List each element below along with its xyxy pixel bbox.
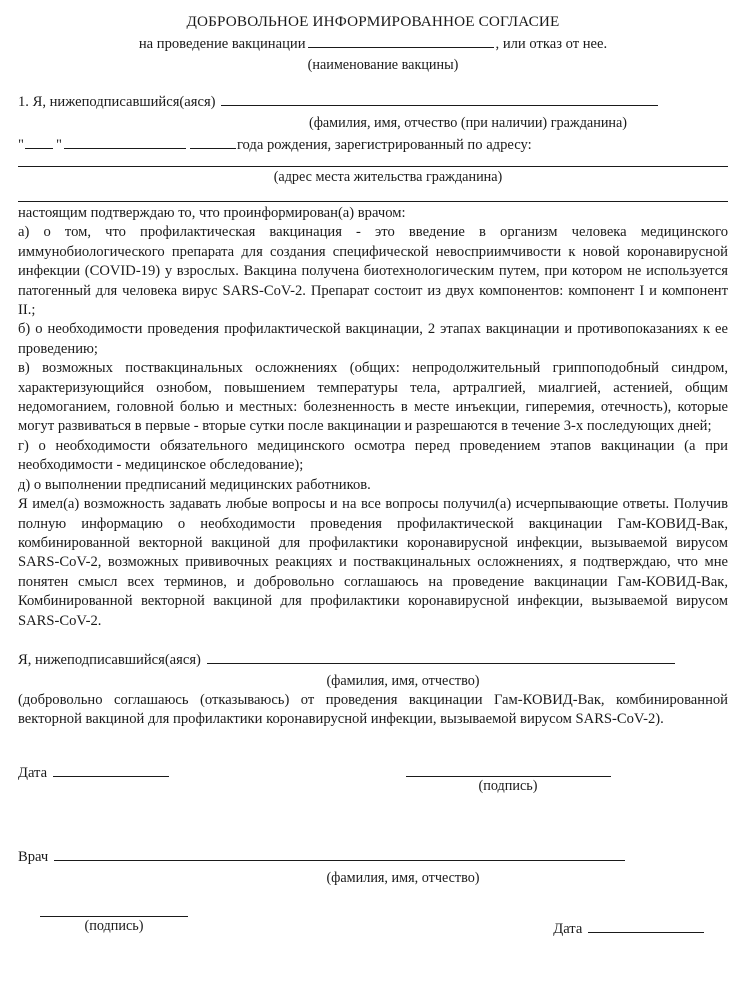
vaccine-name-blank[interactable] xyxy=(308,35,494,48)
vaccine-name-caption: (наименование вакцины) xyxy=(307,57,459,73)
patient-date-blank[interactable] xyxy=(53,763,169,776)
doctor-date-label: Дата xyxy=(553,920,583,937)
point-b: б) о необходимости проведения профилактической вакцинации, 2 этапах вакцинации и противопоказаниях к ее проведению; xyxy=(18,321,728,357)
doctor-date-blank[interactable] xyxy=(588,919,704,932)
consent-fio-blank[interactable] xyxy=(207,651,675,664)
informed-intro: настоящим подтверждаю то, что проинформирован(а) врачом: xyxy=(18,205,406,221)
doctor-signature-date-row xyxy=(18,916,728,940)
undersigned-label: 1. Я, нижеподписавшийся(аяся) xyxy=(18,94,216,110)
consent-declaration: (добровольно соглашаюсь (отказываюсь) от проведения вакцинации Гам-КОВИД-Вак, комбинированной векторной вакциной для профилактики коронавирусной инфекции, вызываемой вирусом SARS-CoV-2). xyxy=(18,691,728,728)
consent-statement: Я имел(а) возможность задавать любые вопросы и на все вопросы получил(а) исчерпывающие ответы. Получив полную информацию о необходимости проведения профилактической вакцинации Гам-КОВИД-Вак, комбинированной векторной вакциной для профилактики коронавирусной инфекции, вызываемой вирусом SARS-CoV-2, возможных прививочных реакциях и поствакцинальных осложнениях, я подтверждаю, что мне понятен смысл всех терминов, и добровольно соглашаюсь на проведение вакцинации Гам-КОВИД-Вак, Комбинированной векторной вакциной для профилактики коронавирусной инфекции, вызываемой вирусом SARS-CoV-2. xyxy=(18,496,728,629)
patient-date-label: Дата xyxy=(18,764,48,781)
patient-date-group xyxy=(18,762,318,784)
doctor-line xyxy=(18,846,728,868)
birth-line-tail: года рождения, зарегистрированный по адресу: xyxy=(236,137,532,153)
address-blank-line-2[interactable] xyxy=(18,201,728,202)
doctor-fio-blank[interactable] xyxy=(54,847,625,860)
patient-signature-caption: (подпись) xyxy=(478,777,538,794)
birth-day-blank[interactable] xyxy=(25,136,53,149)
consent-fio-caption: (фамилия, имя, отчество) xyxy=(326,672,480,689)
patient-date-signature-row xyxy=(18,762,728,796)
quote-close: " xyxy=(55,137,62,153)
undersigned-line xyxy=(18,91,728,113)
consent-undersigned-line xyxy=(18,649,728,671)
birth-month-blank[interactable] xyxy=(64,136,186,149)
doctor-label: Врач xyxy=(18,848,49,865)
birth-date-line xyxy=(18,134,728,156)
citizen-fio-blank[interactable] xyxy=(221,93,658,106)
birth-year-blank[interactable] xyxy=(190,136,236,149)
patient-signature-group xyxy=(318,776,728,796)
point-d: д) о выполнении предписаний медицинских работников. xyxy=(18,476,371,493)
point-v: в) возможных поствакцинальных осложнениях (общих: непродолжительный гриппоподобный синдром, характеризующийся ознобом, повышением температуры тела, артралгией, миалгией, астенией, общим недомоганием, головной болью и местных: болезненность в месте инъекции, гиперемия, отечность), которые могут развиваться в первые - вторые сутки после вакцинации и разрешаются в течение 3-х последующих дней; xyxy=(18,360,728,435)
subtitle-text-after: , или отказ от нее. xyxy=(495,36,608,52)
vaccination-subtitle-row xyxy=(18,34,728,55)
doctor-signature-caption: (подпись) xyxy=(84,917,144,934)
consent-undersigned-label: Я, нижеподписавшийся(аяся) xyxy=(18,651,201,668)
point-g: г) о необходимости обязательного медицинского осмотра перед проведением этапов вакцинации (а при необходимости - медицинское обследование); xyxy=(18,437,728,474)
doctor-fio-caption: (фамилия, имя, отчество) xyxy=(326,869,480,886)
point-a: а) о том, что профилактическая вакцинация - это введение в организм человека медицинского иммунобиологического препарата для создания специфической невосприимчивости к новой коронавирусной инфекции (COVID-19) у взрослых. Вакцина получена биотехнологическим путем, при котором не используется патогенный для человека вирус SARS-CoV-2. Препарат состоит из двух компонентов: компонент I и компонент II.; xyxy=(18,224,728,319)
doctor-date-group xyxy=(553,916,728,940)
doctor-signature-group xyxy=(18,916,188,936)
address-caption: (адрес места жительства гражданина) xyxy=(273,169,503,185)
subtitle-text-before: на проведение вакцинации xyxy=(138,36,306,52)
page-title: ДОБРОВОЛЬНОЕ ИНФОРМИРОВАННОЕ СОГЛАСИЕ xyxy=(186,13,560,30)
citizen-fio-caption: (фамилия, имя, отчество (при наличии) гражданина) xyxy=(308,115,628,131)
quote-open: " xyxy=(18,137,24,153)
